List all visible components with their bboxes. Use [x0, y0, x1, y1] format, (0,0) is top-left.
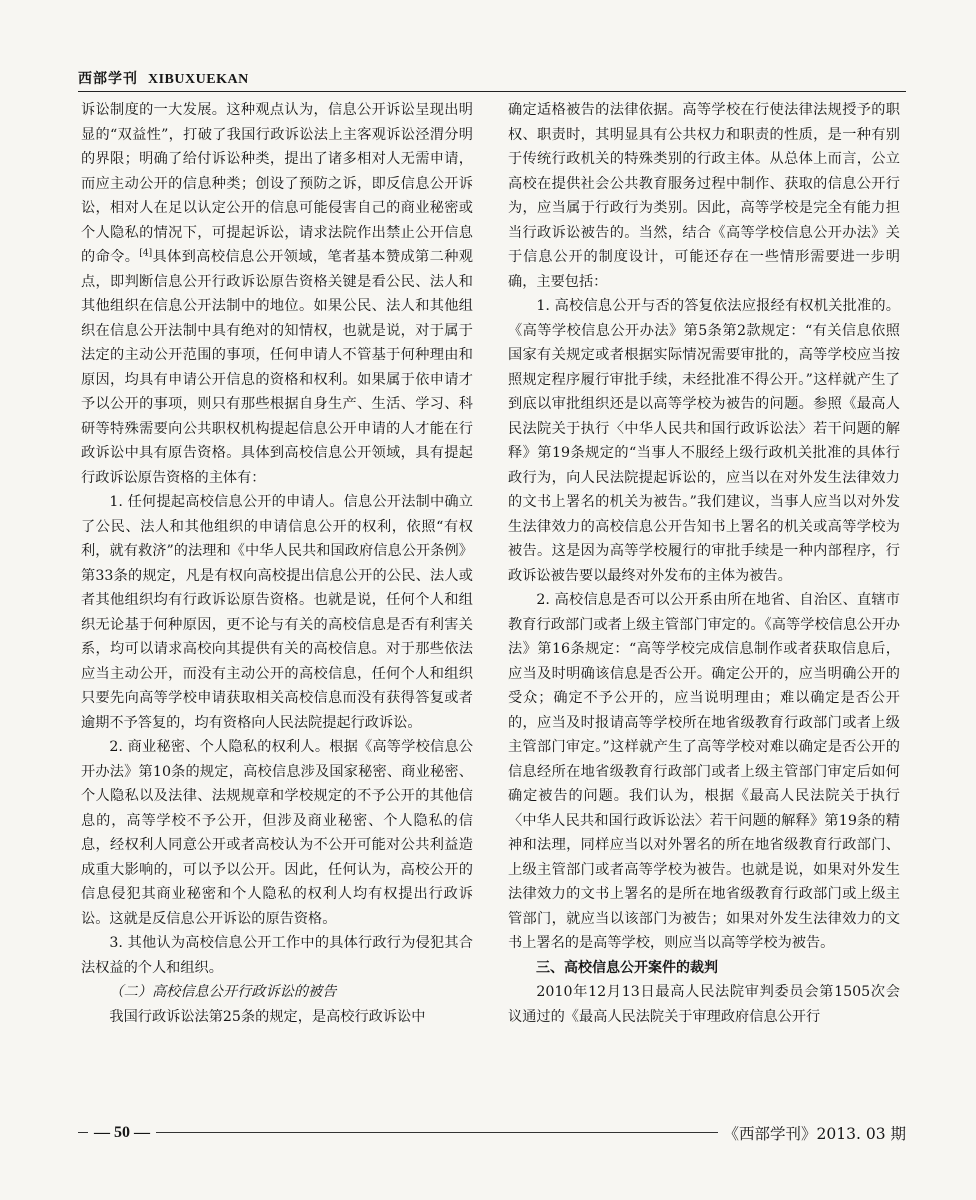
paragraph: 2010年12月13日最高人民法院审判委员会第1505次会议通过的《最高人民法院关于审理政府信息公开行: [508, 984, 900, 1025]
page-number: — 50 —: [88, 1124, 156, 1142]
paragraph: 2. 商业秘密、个人隐私的权利人。根据《高等学校信息公开办法》第10条的规定，高校信息涉及国家秘密、商业秘密、个人隐私以及法律、法规规章和学校规定的不予公开的其他信息的，高等学校不予公开，但涉及商业秘密、个人隐私的信息，经权利人同意公开或者高校认为不公开可能对公共利益造成重大影响的，可以予以公开。因此，任何认为，高校公开的信息侵犯其商业秘密和个人隐私的权利人均有权提出行政诉讼。这就是反信息公开诉讼的原告资格。: [81, 739, 473, 927]
journal-name-latin: XIBUXUEKAN: [148, 72, 249, 87]
paragraph: 我国行政诉讼法第25条的规定，是高校行政诉讼中: [109, 1008, 426, 1025]
paragraph: 1. 任何提起高校信息公开的申请人。信息公开法制中确立了公民、法人和其他组织的申请信息公开的权利，依照“有权利，就有救济”的法理和《中华人民共和国政府信息公开条例》第33条的规定，凡是有权向高校提出信息公开的公民、法人或者其他组织均有行政诉讼原告资格。也就是说，任何个人和组织无论基于何种原因，更不论与有关的高校信息是否有利害关系，均可以请求高校向其提供有关的高校信息。对于那些依法应当主动公开，而没有主动公开的高校信息，任何个人和组织只要先向高等学校申请获取相关高校信息而没有获得答复或者逾期不予答复的，均有资格向人民法院提起行政诉讼。: [81, 494, 473, 731]
journal-name: 西部学刊: [78, 71, 138, 87]
right-column: [508, 98, 900, 1128]
left-column: [81, 98, 473, 1128]
paragraph: 确定适格被告的法律依据。高等学校在行使法律法规授予的职权、职责时，其明显具有公共权力和职责的性质，是一种有别于传统行政机关的特殊类别的行政主体。从总体上而言，公立高校在提供社会公共教育服务过程中制作、获取的信息公开行为，应当属于行政行为类别。因此，高等学校是完全有能力担当行政诉讼被告的。当然，结合《高等学校信息公开办法》关于信息公开的制度设计，可能还存在一些情形需要进一步明确，主要包括：: [508, 102, 900, 290]
issue-info: 《西部学刊》2013. 03 期: [718, 1122, 906, 1144]
paragraph: 1. 高校信息公开与否的答复依法应报经有权机关批准的。《高等学校信息公开办法》第5条第2款规定：“有关信息依照国家有关规定或者根据实际情况需要审批的，高等学校应当按照规定程序履行审批手续，未经批准不得公开。”这样就产生了到底以审批组织还是以高等学校为被告的问题。参照《最高人民法院关于执行〈中华人民共和国行政诉讼法〉若干问题的解释》第19条规定的“当事人不服经上级行政机关批准的具体行政行为，向人民法院提起诉讼的，应当以在对外发生法律效力的文书上署名的机关为被告。”我们建议，当事人应当以对外发生法律效力的高校信息公开告知书上署名的机关或高等学校为被告。这是因为高等学校履行的审批手续是一种内部程序，行政诉讼被告要以最终对外发布的主体为被告。: [508, 298, 900, 584]
paragraph: 诉讼制度的一大发展。这种观点认为，信息公开诉讼呈现出明显的“双益性”，打破了我国行政诉讼法上主客观诉讼泾渭分明的界限；明确了给付诉讼种类，提出了诸多相对人无需申请，而应主动公开的信息种类；创设了预防之诉，即反信息公开诉讼，相对人在足以认定公开的信息可能侵害自己的商业秘密或个人隐私的情况下，可提起诉讼，请求法院作出禁止公开信息的命令。[4]具体到高校信息公开领域，笔者基本赞成第二种观点，即判断信息公开行政诉讼原告资格关键是看公民、法人和其他组织在信息公开法制中的地位。如果公民、法人和其他组织在信息公开法制中具有绝对的知情权，也就是说，对于属于法定的主动公开范围的事项，任何申请人不管基于何种理由和原因，均具有申请公开信息的资格和权利。如果属于依申请才予以公开的事项，则只有那些根据自身生产、生活、学习、科研等特殊需要向公共职权机构提起信息公开申请的人才能在行政诉讼中具有原告资格。具体到高校信息公开领域，具有提起行政诉讼原告资格的主体有：: [81, 102, 473, 486]
running-header: [78, 68, 906, 92]
footnote-ref: [4]: [139, 248, 153, 259]
paragraph: 2. 高校信息是否可以公开系由所在地省、自治区、直辖市教育行政部门或者上级主管部门审定的。《高等学校信息公开办法》第16条规定：“高等学校完成信息制作或者获取信息后，应当及时明确该信息是否公开。确定公开的，应当明确公开的受众；确定不予公开的，应当说明理由；难以确定是否公开的，应当及时报请高等学校所在地省级教育行政部门或者上级主管部门审定。”这样就产生了高等学校对难以确定是否公开的信息经所在地省级教育行政部门或者上级主管部门审定后如何确定被告的问题。我们认为，根据《最高人民法院关于执行〈中华人民共和国行政诉讼法〉若干问题的解释》第19条的精神和法理，同样应当以对外署名的所在地省级教育行政部门、上级主管部门或者高等学校为被告。也就是说，如果对外发生法律效力的文书上署名的是所在地省级教育行政部门或上级主管部门，就应当以该部门为被告；如果对外发生法律效力的文书上署名的是高等学校，则应当以高等学校为被告。: [508, 592, 900, 951]
subsection-heading: （二）高校信息公开行政诉讼的被告: [109, 984, 337, 1000]
paragraph: 3. 其他认为高校信息公开工作中的具体行政行为侵犯其合法权益的个人和组织。: [81, 935, 473, 976]
header-rule: [78, 91, 906, 92]
section-heading: 三、高校信息公开案件的裁判: [536, 959, 718, 976]
